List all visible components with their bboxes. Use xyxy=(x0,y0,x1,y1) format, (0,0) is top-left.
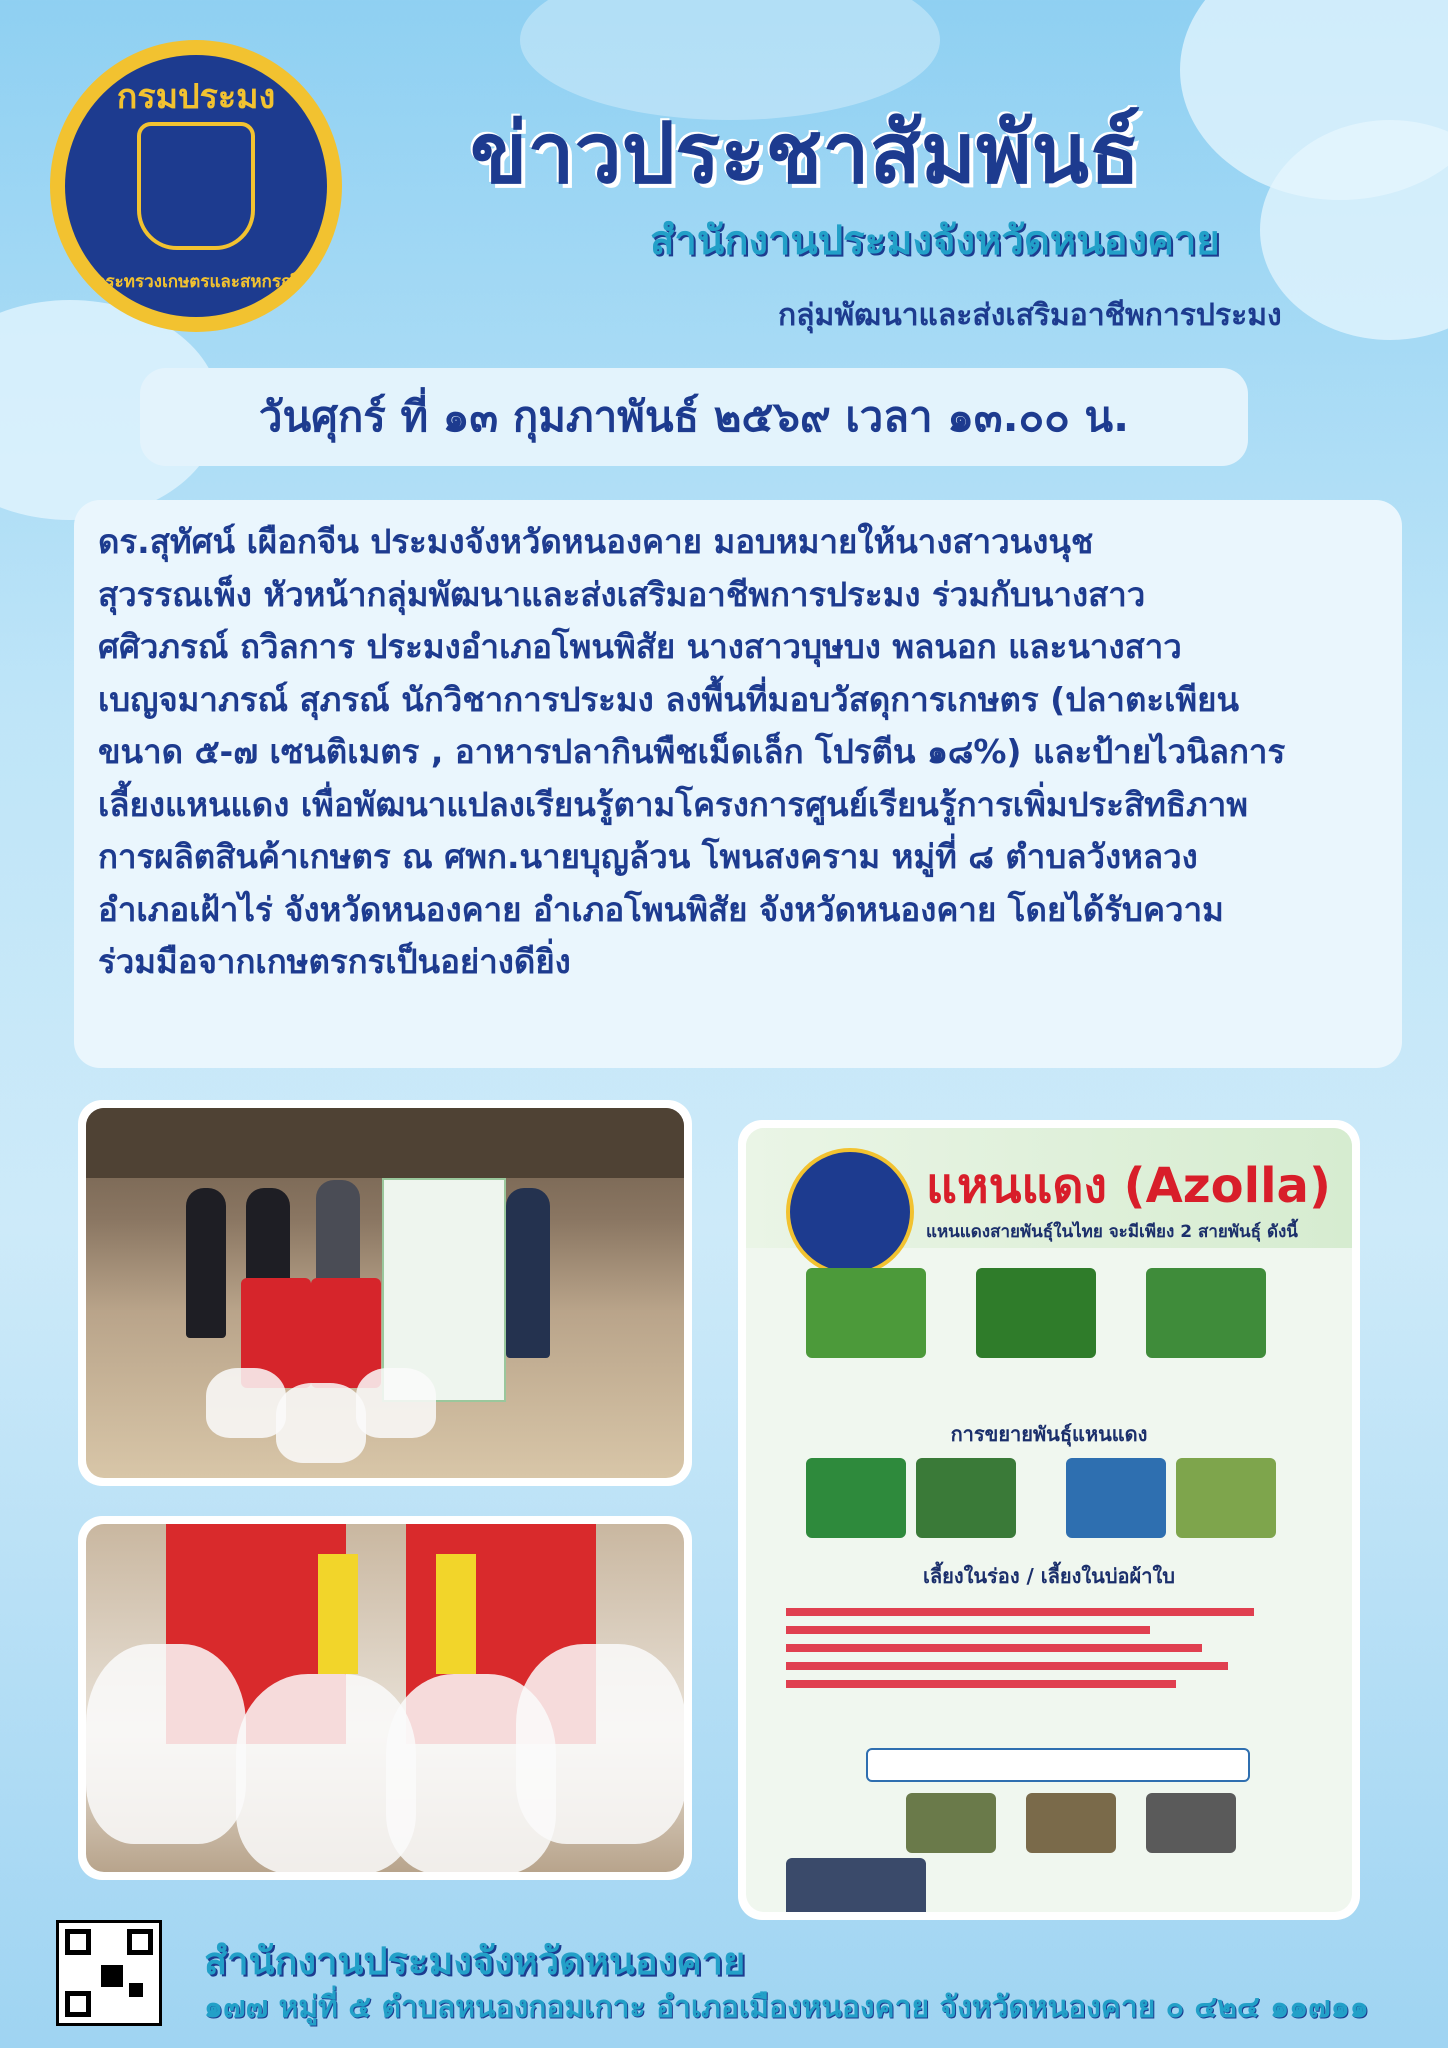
body-line: ขนาด ๕-๗ เซนติเมตร , อาหารปลากินพืชเม็ดเล็ก โปรตีน ๑๘%) และป้ายไวนิลการ xyxy=(98,732,1286,771)
footer-office: สำนักงานประมงจังหวัดหนองคาย xyxy=(204,1939,746,1983)
logo-text-top: กรมประมง xyxy=(116,77,276,117)
logo-text-bottom: กระทรวงเกษตรและสหกรณ์ xyxy=(95,272,297,292)
page-title: ข่าวประชาสัมพันธ์ xyxy=(470,104,1141,202)
supplies-photo xyxy=(78,1516,692,1880)
department-logo xyxy=(50,40,342,332)
body-line: ร่วมมือจากเกษตรกรเป็นอย่างดียิ่ง xyxy=(98,942,571,981)
body-line: การผลิตสินค้าเกษตร ณ ศพก.นายบุญล้วน โพนสงคราม หมู่ที่ ๘ ตำบลวังหลวง xyxy=(98,837,1198,876)
body-line: อำเภอเฝ้าไร่ จังหวัดหนองคาย อำเภอโพนพิสัย จังหวัดหนองคาย โดยได้รับความ xyxy=(98,889,1224,929)
qr-code-icon xyxy=(56,1920,162,2026)
body-line: ศศิวภรณ์ ถวิลการ ประมงอำเภอโพนพิสัย นางสาวบุษบง พลนอก และนางสาว xyxy=(98,627,1182,666)
body-line: สุวรรณเพ็ง หัวหน้ากลุ่มพัฒนาและส่งเสริมอาชีพการประมง ร่วมกับนางสาว xyxy=(98,574,1146,614)
poster-subtitle: แหนแดงสายพันธุ์ในไทย จะมีเพียง 2 สายพันธุ์ ดังนี้ xyxy=(926,1222,1298,1242)
office-name: สำนักงานประมงจังหวัดหนองคาย xyxy=(650,218,1220,264)
poster-logo-icon xyxy=(786,1148,914,1276)
footer-address: ๑๗๗ หมู่ที่ ๕ ตำบลหนองกอมเกาะ อำเภอเมืองหนองคาย จังหวัดหนองคาย ๐ ๔๒๔ ๑๑๗๑๑ xyxy=(204,1990,1369,2025)
news-body xyxy=(74,500,1402,1068)
news-body-text xyxy=(98,516,1378,989)
group-photo xyxy=(78,1100,692,1486)
body-line: เบญจมาภรณ์ สุภรณ์ นักวิชาการประมง ลงพื้นที่มอบวัสดุการเกษตร (ปลาตะเพียน xyxy=(98,679,1240,719)
poster-section-heading: การขยายพันธุ์แหนแดง xyxy=(950,1422,1148,1446)
date-line: วันศุกร์ ที่ ๑๓ กุมภาพันธ์ ๒๕๖๙ เวลา ๑๓.๐๐ น. xyxy=(258,392,1130,441)
logo-emblem-icon xyxy=(137,122,255,250)
date-banner xyxy=(140,368,1248,466)
poster-title: แหนแดง (Azolla) xyxy=(926,1158,1331,1214)
poster-sub-heading: เลี้ยงในร่อง / เลี้ยงในบ่อผ้าใบ xyxy=(923,1564,1175,1588)
body-line: ดร.สุทัศน์ เผือกจีน ประมงจังหวัดหนองคาย มอบหมายให้นางสาวนงนุช xyxy=(98,522,1094,561)
group-name: กลุ่มพัฒนาและส่งเสริมอาชีพการประมง xyxy=(778,298,1282,333)
body-line: เลี้ยงแหนแดง เพื่อพัฒนาแปลงเรียนรู้ตามโครงการศูนย์เรียนรู้การเพิ่มประสิทธิภาพ xyxy=(98,784,1249,824)
azolla-poster-photo xyxy=(738,1120,1360,1920)
